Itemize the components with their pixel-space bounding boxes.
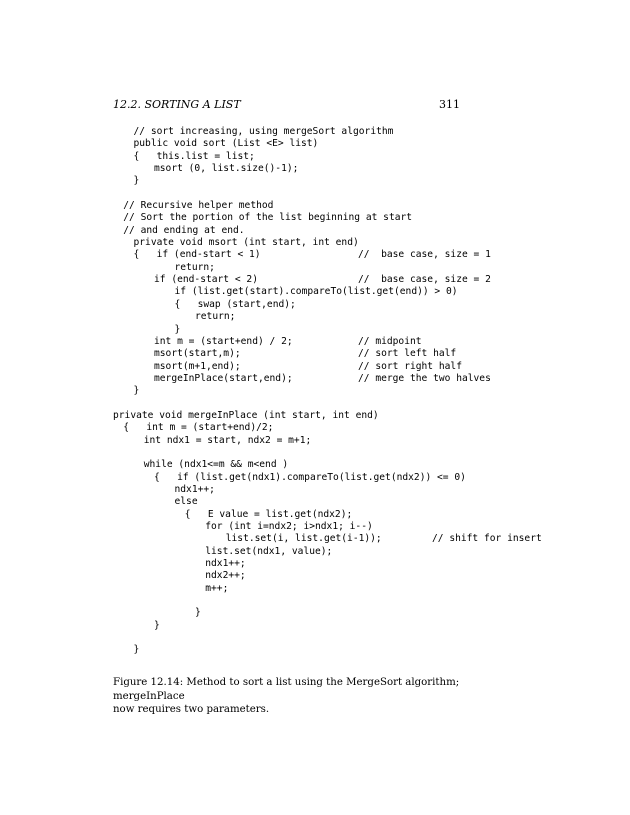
code-line xyxy=(0,484,630,496)
code-line xyxy=(0,644,630,656)
code-line xyxy=(0,620,630,632)
code-comment: // merge the two halves xyxy=(358,372,491,384)
code-line xyxy=(0,361,630,373)
code-line xyxy=(0,509,630,521)
code-text: for (int i=ndx2; i>ndx1; i--) xyxy=(205,521,373,532)
code-line xyxy=(0,138,630,150)
code-text: list.set(ndx1, value); xyxy=(205,545,333,557)
code-line xyxy=(0,336,630,348)
code-text: public void sort (List <E> list) xyxy=(133,138,319,150)
code-line xyxy=(0,595,630,607)
code-text: { if (end-start < 1) xyxy=(133,249,261,261)
code-text: m++; xyxy=(205,582,229,594)
code-text: // Recursive helper method xyxy=(123,200,274,212)
code-text: } xyxy=(133,385,140,397)
code-line xyxy=(0,225,630,237)
code-line xyxy=(0,435,630,447)
code-line xyxy=(0,373,630,385)
section-title: 12.2. SORTING A LIST xyxy=(113,98,241,111)
code-line xyxy=(0,200,630,212)
code-line xyxy=(0,607,630,619)
code-text: ndx2++; xyxy=(205,570,246,582)
code-line xyxy=(0,188,630,200)
code-listing xyxy=(0,126,630,657)
code-comment: // shift for insert xyxy=(432,533,542,545)
code-line xyxy=(0,299,630,311)
code-text: { swap (start,end); xyxy=(174,298,296,310)
code-line xyxy=(0,212,630,224)
code-text: { this.list = list; xyxy=(133,150,255,162)
code-text: return; xyxy=(195,311,236,323)
code-text: { int m = (start+end)/2; xyxy=(123,422,274,434)
code-line xyxy=(0,385,630,397)
code-text: } xyxy=(133,644,140,656)
code-text: int m = (start+end) / 2; xyxy=(154,335,293,347)
code-text: else xyxy=(174,496,198,508)
code-line xyxy=(0,583,630,595)
code-text: } xyxy=(174,323,181,335)
code-line xyxy=(0,348,630,360)
running-head xyxy=(113,97,460,113)
code-line xyxy=(0,546,630,558)
code-line xyxy=(0,274,630,286)
code-text: // sort increasing, using mergeSort algorithm xyxy=(133,126,394,137)
code-line xyxy=(0,459,630,471)
code-text: } xyxy=(195,607,201,619)
caption-line: now requires two parameters. xyxy=(113,704,270,715)
code-line xyxy=(0,447,630,459)
code-comment: // midpoint xyxy=(358,335,422,347)
code-line xyxy=(0,533,630,545)
code-comment: // base case, size = 2 xyxy=(358,274,491,286)
code-line xyxy=(0,286,630,298)
code-text: msort (0, list.size()-1); xyxy=(154,163,299,175)
page-number: 311 xyxy=(439,98,460,111)
code-text: return; xyxy=(174,261,215,273)
code-line xyxy=(0,324,630,336)
code-text: { E value = list.get(ndx2); xyxy=(184,508,353,520)
code-text: msort(m+1,end); xyxy=(154,360,241,372)
code-text: private void msort (int start, int end) xyxy=(133,237,359,249)
code-line xyxy=(0,570,630,582)
code-comment: // sort left half xyxy=(358,348,457,360)
code-text: msort(start,m); xyxy=(154,348,241,360)
caption-line: Figure 12.14: Method to sort a list using the MergeSort algorithm; mergeInPlace xyxy=(113,677,460,702)
code-line xyxy=(0,163,630,175)
code-text: if (end-start < 2) xyxy=(154,274,258,286)
code-line xyxy=(0,262,630,274)
code-line xyxy=(0,249,630,261)
code-line xyxy=(0,311,630,323)
code-line xyxy=(0,175,630,187)
code-line xyxy=(0,410,630,422)
figure-caption xyxy=(113,676,513,717)
code-text: while (ndx1<=m && m<end ) xyxy=(143,459,289,471)
code-comment: // base case, size = 1 xyxy=(358,249,491,261)
code-line xyxy=(0,496,630,508)
code-text: int ndx1 = start, ndx2 = m+1; xyxy=(143,434,312,446)
code-text: // and ending at end. xyxy=(123,224,245,236)
code-text: private void mergeInPlace (int start, int end) xyxy=(113,409,379,421)
code-text: if (list.get(start).compareTo(list.get(end)) > 0) xyxy=(174,286,458,298)
code-text: } xyxy=(133,175,140,187)
code-line xyxy=(0,632,630,644)
code-text: list.set(i, list.get(i-1)); xyxy=(225,533,382,545)
code-line xyxy=(0,398,630,410)
code-text: ndx1++; xyxy=(205,558,246,570)
code-text: ndx1++; xyxy=(174,483,215,495)
code-text: // Sort the portion of the list beginning at start xyxy=(123,212,413,224)
code-line xyxy=(0,472,630,484)
code-text: mergeInPlace(start,end); xyxy=(154,372,293,384)
code-comment: // sort right half xyxy=(358,360,462,372)
code-text: { if (list.get(ndx1).compareTo(list.get(ndx2)) <= 0) xyxy=(154,471,466,483)
code-text: } xyxy=(154,619,160,631)
code-line xyxy=(0,521,630,533)
code-line xyxy=(0,422,630,434)
code-line xyxy=(0,558,630,570)
code-line xyxy=(0,237,630,249)
code-line xyxy=(0,151,630,163)
code-line xyxy=(0,126,630,138)
